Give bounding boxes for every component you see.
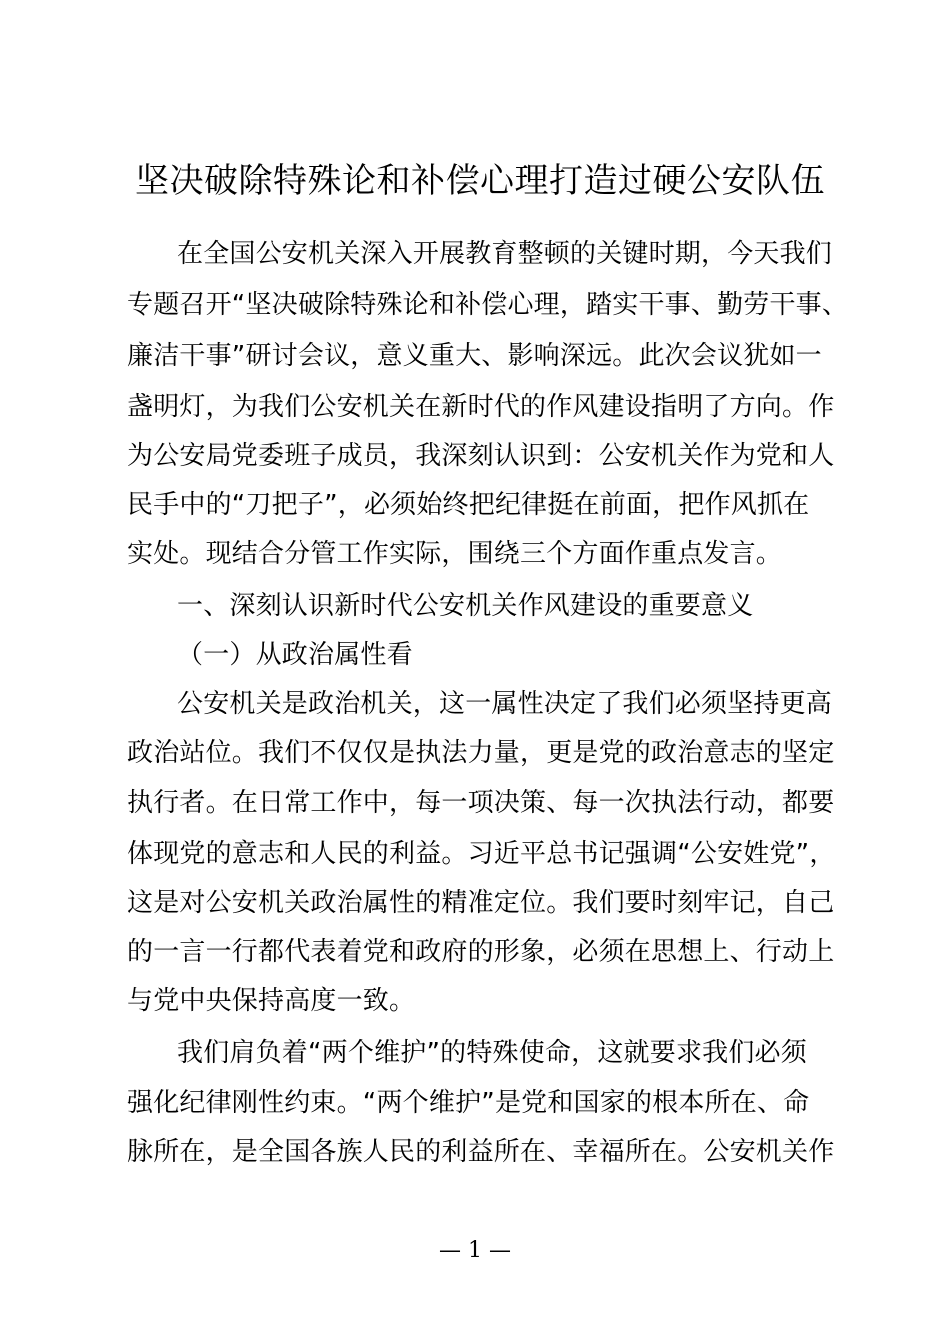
document-title: 坚决破除特殊论和补偿心理打造过硬公安队伍 <box>135 161 825 201</box>
page-number: — 1 — <box>439 1238 511 1263</box>
text-line: 公安机关是政治机关，这一属性决定了我们必须坚持更高 <box>177 689 833 719</box>
text-line: 体现党的意志和人民的利益。习近平总书记强调“公安姓党”， <box>127 839 836 869</box>
text-line: 的一言一行都代表着党和政府的形象，必须在思想上、行动上 <box>127 937 835 967</box>
subsection-heading: （一）从政治属性看 <box>177 640 413 670</box>
text-line: 强化纪律刚性约束。“两个维护”是党和国家的根本所在、命 <box>127 1088 810 1118</box>
section-heading: 一、深刻认识新时代公安机关作风建设的重要意义 <box>177 591 754 621</box>
text-line: 在全国公安机关深入开展教育整顿的关键时期，今天我们 <box>177 239 833 269</box>
text-line: 执行者。在日常工作中，每一项决策、每一次执法行动，都要 <box>127 788 835 818</box>
text-line: 与党中央保持高度一致。 <box>127 986 416 1016</box>
text-line: 脉所在，是全国各族人民的利益所在、幸福所在。公安机关作 <box>127 1137 835 1167</box>
text-line: 这是对公安机关政治属性的精准定位。我们要时刻牢记，自己 <box>127 888 835 918</box>
text-line: 实处。现结合分管工作实际，围绕三个方面作重点发言。 <box>127 539 783 569</box>
text-line: 廉洁干事”研讨会议，意义重大、影响深远。此次会议犹如一 <box>127 341 822 371</box>
text-line: 盏明灯，为我们公安机关在新时代的作风建设指明了方向。作 <box>127 392 835 422</box>
text-line: 民手中的“刀把子”，必须始终把纪律挺在前面，把作风抓在 <box>127 490 810 520</box>
text-line: 专题召开“坚决破除特殊论和补偿心理，踏实干事、勤劳干事、 <box>127 290 849 320</box>
text-line: 我们肩负着“两个维护”的特殊使命，这就要求我们必须 <box>177 1038 807 1068</box>
text-line: 为公安局党委班子成员，我深刻认识到：公安机关作为党和人 <box>127 441 835 471</box>
text-line: 政治站位。我们不仅仅是执法力量，更是党的政治意志的坚定 <box>127 738 835 768</box>
